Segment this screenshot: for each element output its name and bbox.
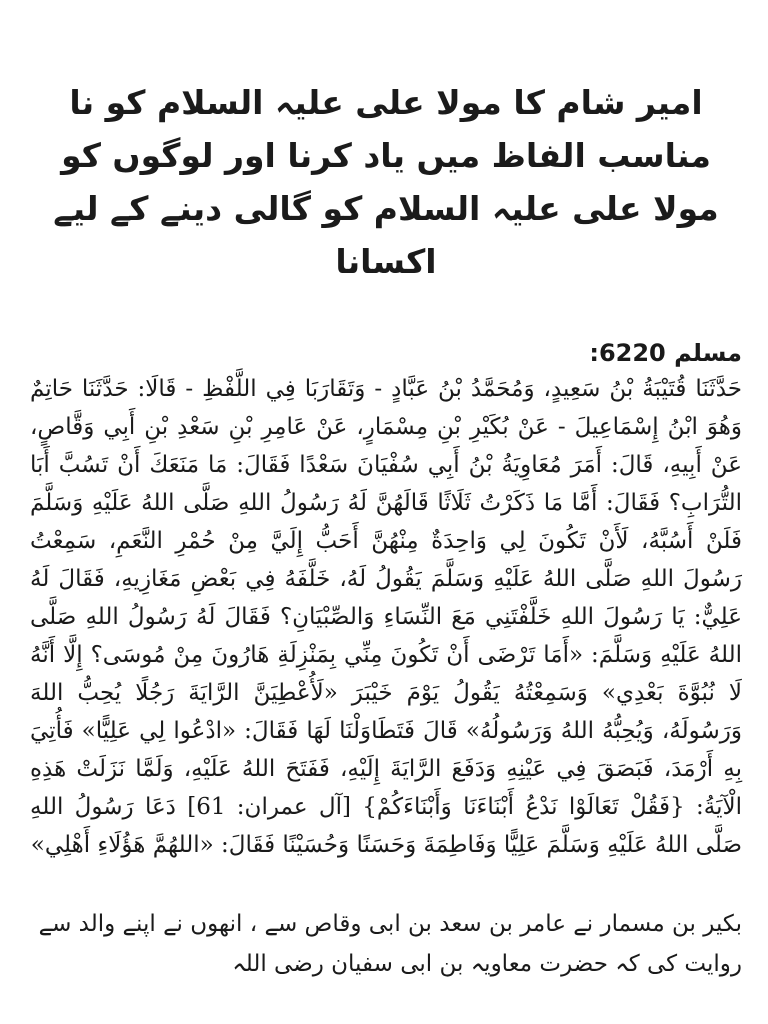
hadith-arabic-text: حَدَّثَنَا قُتَيْبَةُ بْنُ سَعِيدٍ، وَمُحَمَّدُ بْنُ عَبَّادٍ - وَتَقَارَبَا فِي اللَّفْظِ - قَالَا: حَدَّثَنَا حَاتِمٌ وَهُوَ ابْنُ إِسْمَاعِيلَ - عَنْ بُكَيْرِ بْنِ مِسْمَارٍ، عَنْ عَامِرِ بْنِ سَعْدِ بْنِ أَبِي وَقَّاصٍ، عَنْ أَبِيهِ، قَالَ: أَمَرَ مُعَاوِيَةُ بْنُ أَبِي سُفْيَانَ سَعْدًا فَقَالَ: مَا مَنَعَكَ أَنْ تَسُبَّ أَبَا التُّرَابِ؟ فَقَالَ: أَمَّا مَا ذَكَرْتُ ثَلَاثًا قَالَهُنَّ لَهُ رَسُولُ اللهِ صَلَّى اللهُ عَلَيْهِ وَسَلَّمَ فَلَنْ أَسُبَّهُ، لَأَنْ تَكُونَ لِي وَاحِدَةٌ مِنْهُنَّ أَحَبُّ إِلَيَّ مِنْ حُمْرِ النَّعَمِ، سَمِعْتُ رَسُولَ اللهِ صَلَّى اللهُ عَلَيْهِ وَسَلَّمَ يَقُولُ لَهُ، خَلَّفَهُ فِي بَعْضِ مَغَازِيهِ، فَقَالَ لَهُ عَلِيٌّ: يَا رَسُولَ اللهِ خَلَّفْتَنِي مَعَ النِّسَاءِ وَالصِّبْيَانِ؟ فَقَالَ لَهُ رَسُولُ اللهِ صَلَّى اللهُ عَلَيْهِ وَسَلَّمَ: «أَمَا تَرْضَى أَنْ تَكُونَ مِنِّي بِمَنْزِلَةِ هَارُونَ مِنْ مُوسَى؟ إِلَّا أَنَّهُ لَا نُبُوَّةَ بَعْدِي» وَسَمِعْتُهُ يَقُولُ يَوْمَ خَيْبَرَ «لَأُعْطِيَنَّ الرَّايَةَ رَجُلًا يُحِبُّ اللهَ وَرَسُولَهُ، وَيُحِبُّهُ اللهُ وَرَسُولُهُ» قَالَ فَتَطَاوَلْنَا لَهَا فَقَالَ: «ادْعُوا لِي عَلِيًّا» فَأُتِيَ بِهِ أَرْمَدَ، فَبَصَقَ فِي عَيْنِهِ وَدَفَعَ الرَّايَةَ إِلَيْهِ، فَفَتَحَ اللهُ عَلَيْهِ، وَلَمَّا نَزَلَتْ هَذِهِ الْآيَةُ: {فَقُلْ تَعَالَوْا نَدْعُ أَبْنَاءَنَا وَأَبْنَاءَكُمْ} [آل عمران: 61] دَعَا رَسُولُ اللهِ صَلَّى اللهُ عَلَيْهِ وَسَلَّمَ عَلِيًّا وَفَاطِمَةَ وَحَسَنًا وَحُسَيْنًا فَقَالَ: «اللهُمَّ هَؤُلَاءِ أَهْلِي» [30,376,742,858]
urdu-translation: بکیر بن مسمار نے عامر بن سعد بن ابی وقاص سے ، انھوں نے اپنے والد سے روایت کی کہ حضرت معاویہ بن ابی سفیان رضی اللہ [38,911,742,977]
article-title: امیر شام کا مولا علی علیہ السلام کو نا مناسب الفاظ میں یاد کرنا اور لوگوں کو مولا علی علیہ السلام کو گالی دینے کے لیے اکسانا [53,83,719,281]
hadith-reference: مسلم 6220: [589,339,742,367]
